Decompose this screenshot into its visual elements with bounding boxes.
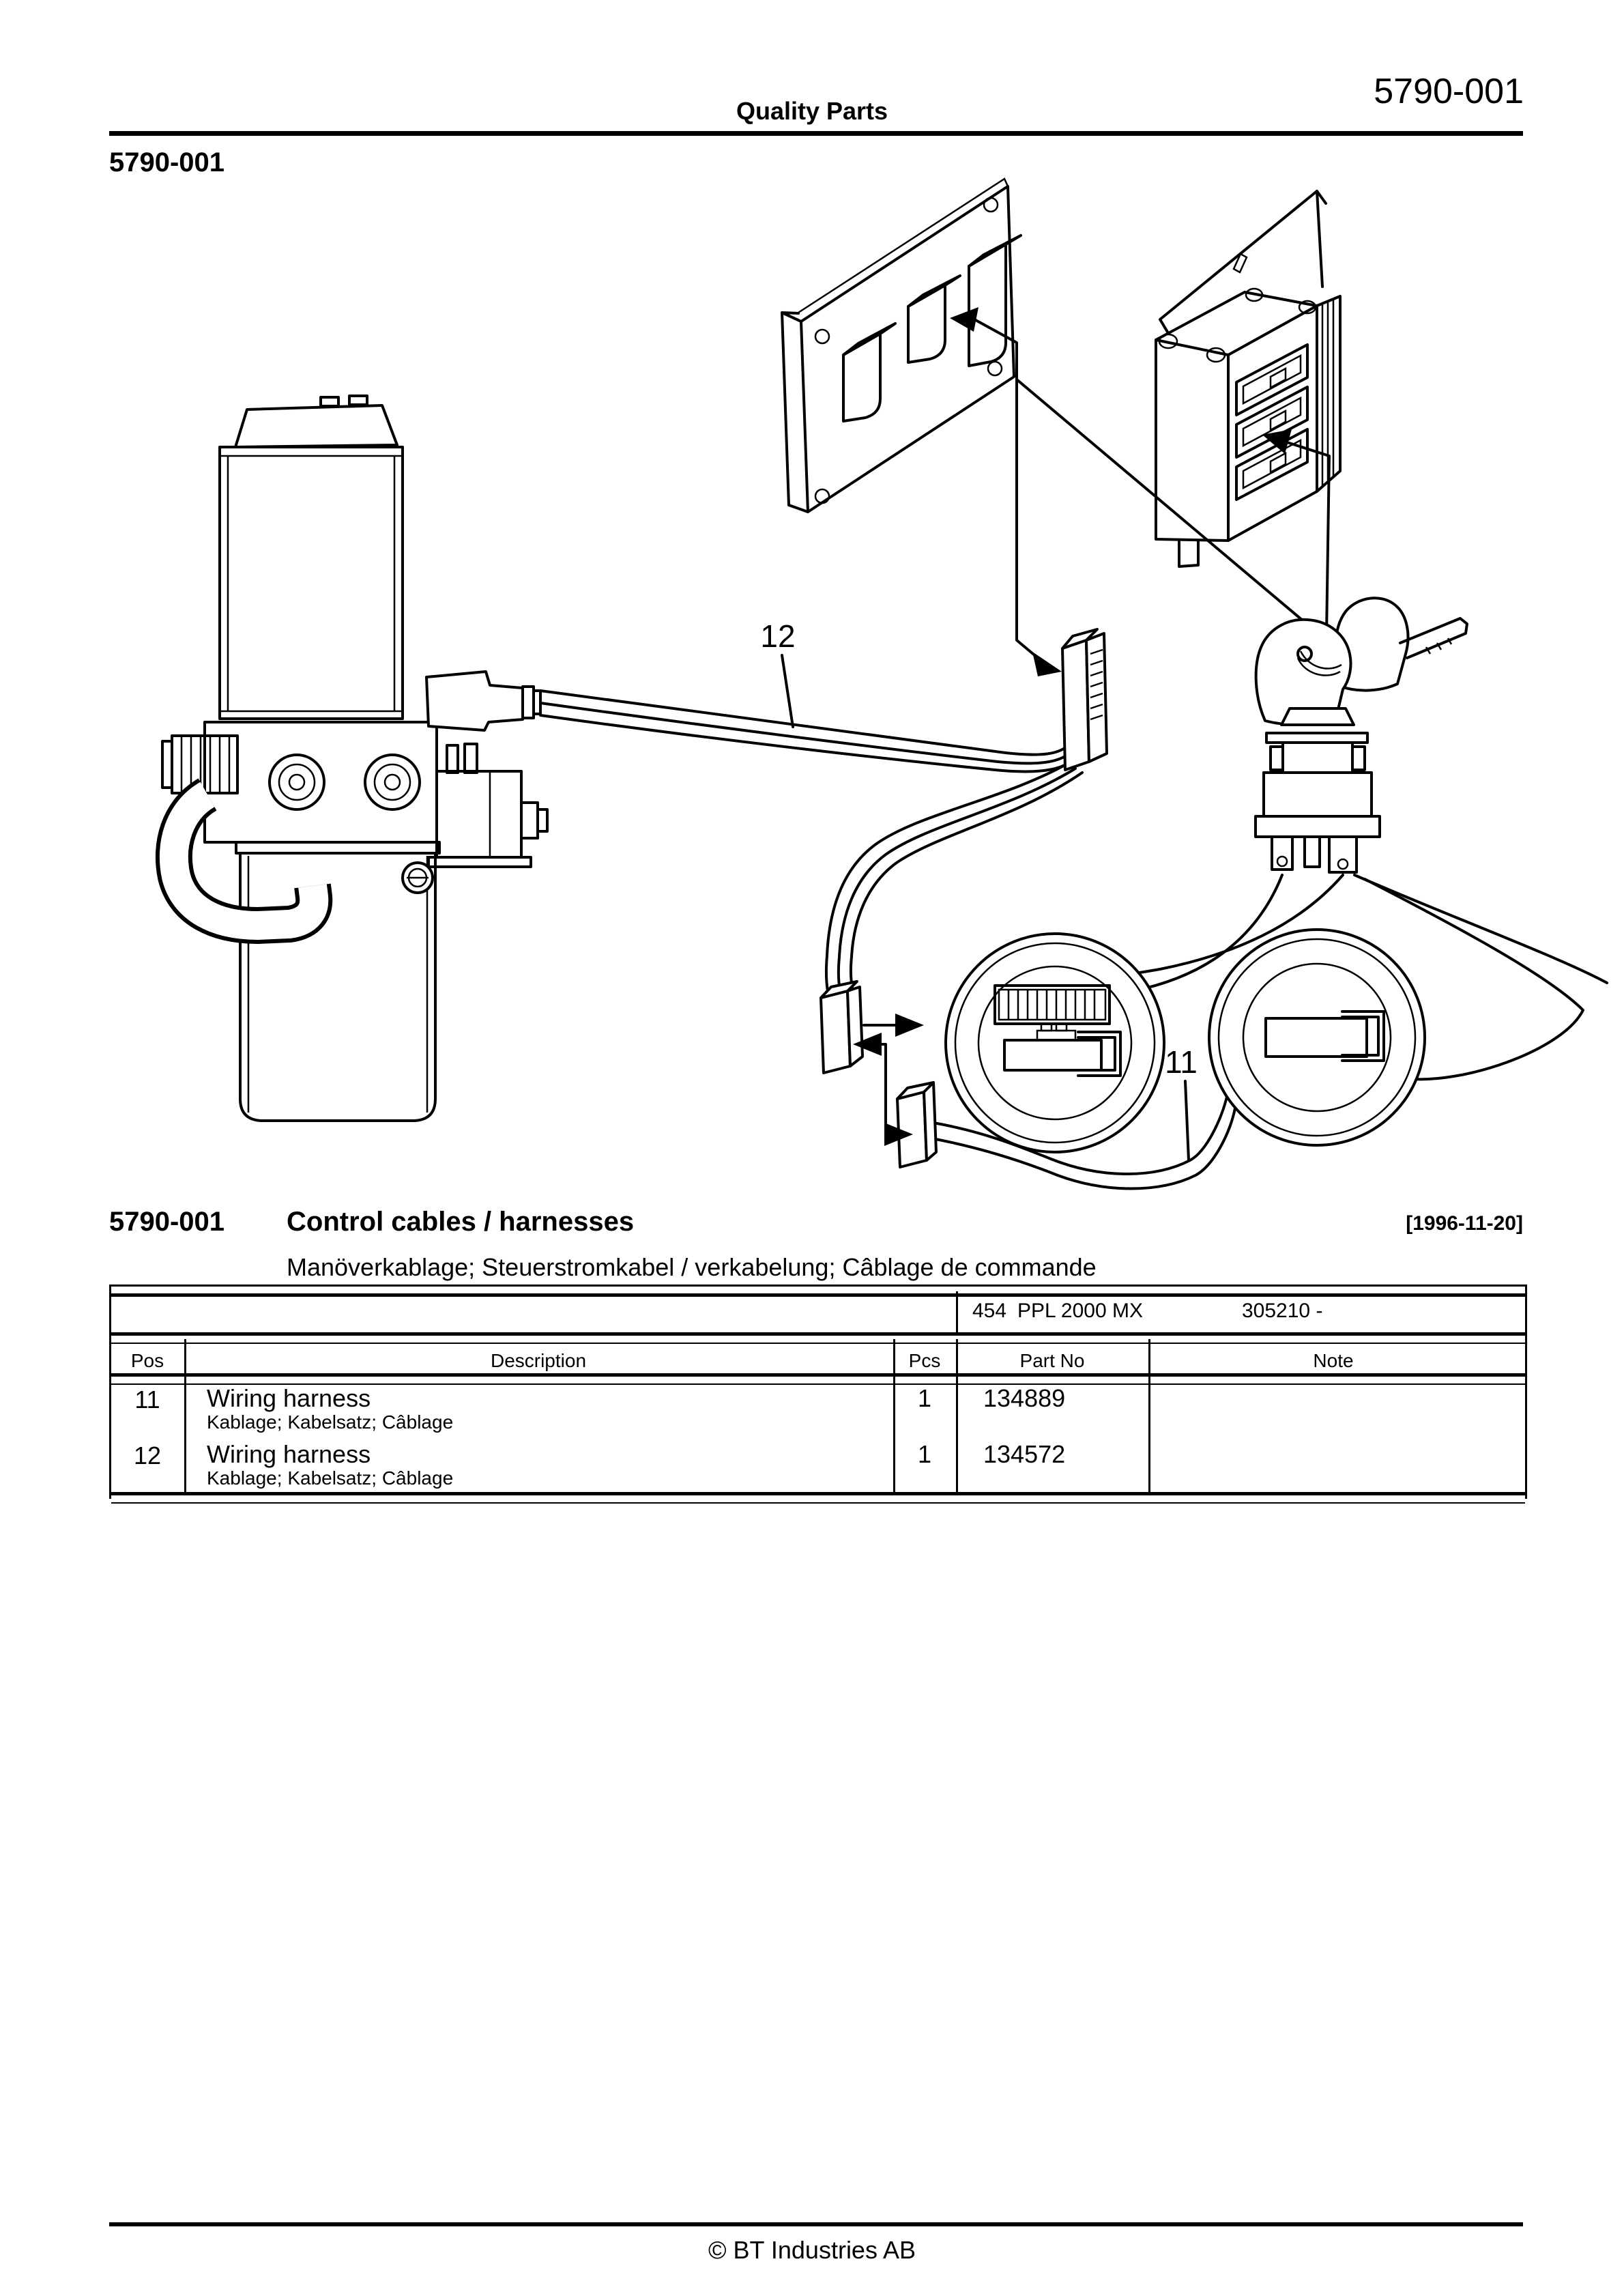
header-title: Quality Parts	[736, 97, 888, 125]
label-12	[760, 618, 795, 727]
parts-diagram	[0, 171, 1624, 1235]
hour-meter-gauge	[1209, 930, 1425, 1145]
model-column-code: 454	[972, 1300, 1007, 1322]
section-title: Control cables / harnesses	[287, 1207, 635, 1237]
table-bottom-border	[111, 1492, 1525, 1504]
footer-rule	[109, 2222, 1523, 2226]
col-header-pcs: Pcs	[908, 1350, 941, 1371]
key-switch-terminals	[1272, 837, 1357, 872]
pump-cable-plug	[426, 672, 540, 730]
figure-code: 5790-001	[109, 147, 225, 177]
hose	[174, 794, 314, 925]
row-description: Wiring harness	[207, 1384, 371, 1412]
panel-plate	[782, 179, 1062, 676]
row-part-no: 134889	[983, 1384, 1066, 1412]
section-code: 5790-001	[109, 1207, 225, 1237]
battery-indicator-gauge	[946, 934, 1164, 1152]
plate-connector-leader	[950, 307, 1062, 676]
parts-table	[109, 1285, 1527, 1499]
footer-copyright: © BT Industries AB	[708, 2236, 916, 2264]
col-header-part-no: Part No	[1019, 1350, 1085, 1371]
port-circle-right	[365, 755, 420, 809]
row-pos: 11	[134, 1386, 160, 1414]
svg-text:11: 11	[1165, 1044, 1198, 1080]
key-blade	[1400, 618, 1467, 658]
port-circle-left	[270, 755, 324, 809]
row-pcs: 1	[917, 1440, 932, 1468]
tank	[240, 853, 435, 1121]
row-description-sub: Kablage; Kabelsatz; Câblage	[207, 1411, 454, 1433]
table-header-separator	[111, 1373, 1525, 1385]
row-pos: 12	[133, 1441, 162, 1469]
valve-block	[205, 722, 437, 842]
key-switch	[1256, 598, 1467, 872]
header-page-code: 5790-001	[1374, 72, 1524, 111]
pump-unit	[162, 396, 547, 1121]
row-pcs: 1	[917, 1384, 932, 1412]
table-top-border	[111, 1285, 1525, 1297]
inline-connector-lower	[897, 1082, 936, 1167]
col-header-pos: Pos	[130, 1350, 164, 1371]
plate-block-1	[843, 324, 895, 421]
col-header-description: Description	[490, 1350, 587, 1371]
model-name: PPL 2000 MX	[1017, 1300, 1143, 1322]
model-serial-range: 305210 -	[1242, 1300, 1323, 1322]
row-description-sub: Kablage; Kabelsatz; Câblage	[207, 1467, 454, 1489]
header-rule	[109, 131, 1523, 136]
section-subtitle: Manöverkablage; Steuerstromkabel / verkabelung; Câblage de commande	[287, 1253, 1097, 1281]
table-model-separator	[111, 1332, 1525, 1344]
section-date: [1996-11-20]	[1406, 1212, 1523, 1235]
svg-text:12: 12	[760, 618, 796, 654]
row-part-no: 134572	[983, 1440, 1066, 1468]
col-header-note: Note	[1313, 1350, 1354, 1371]
connector-12	[1062, 629, 1107, 770]
label-11	[1165, 1044, 1198, 1160]
row-description: Wiring harness	[207, 1440, 371, 1468]
solenoid-valve	[429, 744, 547, 867]
controller-unit	[1156, 191, 1340, 635]
inline-connector-upper	[821, 981, 862, 1073]
